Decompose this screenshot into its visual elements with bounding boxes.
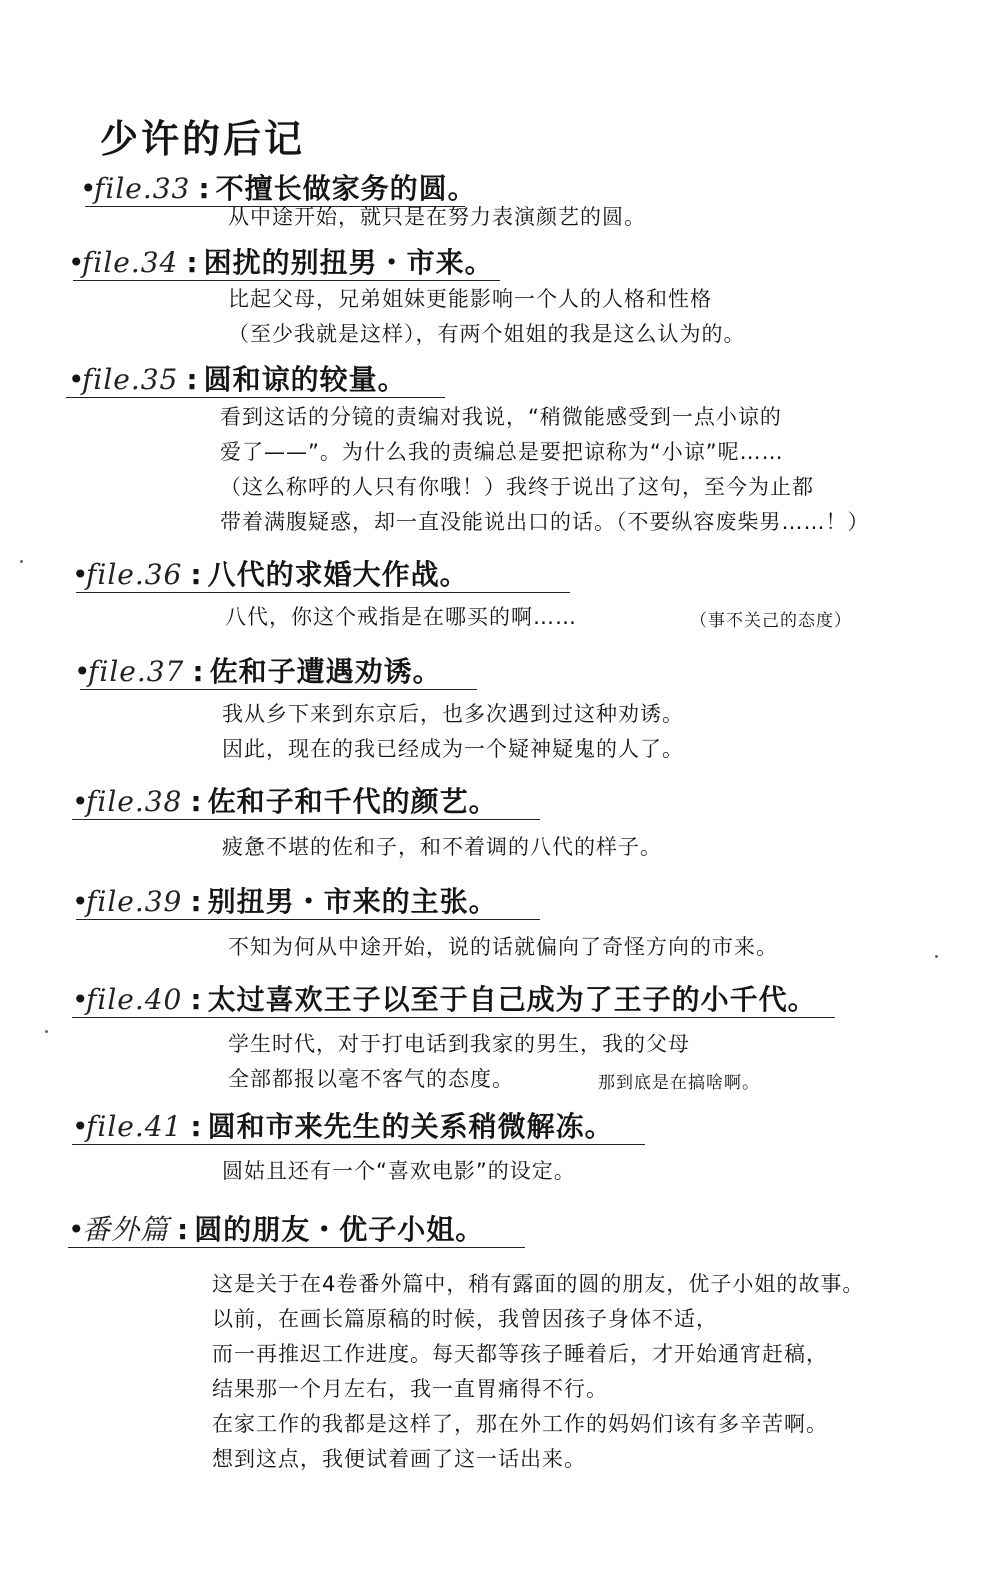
bullet-dot: • <box>72 1110 89 1143</box>
entry-title: 圆和市来先生的关系稍微解冻。 <box>207 1110 614 1143</box>
entry-label: file.35 <box>82 363 179 396</box>
entry-body-line: 爱了——”。为什么我的责编总是要把谅称为“小谅”呢…… <box>220 440 784 464</box>
entry-heading <box>80 172 477 206</box>
entry-underline <box>76 592 570 593</box>
bullet-dot: • <box>72 785 89 818</box>
colon-separator: : <box>198 172 210 205</box>
entry-underline <box>72 819 540 820</box>
entry-title: 困扰的别扭男・市来。 <box>203 246 494 279</box>
entry-label: file.40 <box>86 983 183 1016</box>
entry-label: file.41 <box>86 1110 183 1143</box>
entry-body-line: 从中途开始，就只是在努力表演颜艺的圆。 <box>228 205 646 229</box>
entry-title: 佐和子和千代的颜艺。 <box>207 785 498 818</box>
entry-heading <box>74 655 442 689</box>
entry-underline <box>72 1144 645 1145</box>
colon-separator: : <box>192 655 204 688</box>
entry-title: 圆和谅的较量。 <box>203 363 407 396</box>
entry-body-line: 以前，在画长篇原稿的时候，我曾因孩子身体不适， <box>212 1307 718 1331</box>
entry-body-line: 而一再推迟工作进度。每天都等孩子睡着后，才开始通宵赶稿， <box>212 1342 828 1366</box>
entry-body-line: 结果那一个月左右，我一直胃痛得不行。 <box>212 1377 608 1401</box>
entry-body-line: 不知为何从中途开始，说的话就偏向了奇怪方向的市来。 <box>228 935 778 959</box>
entry-body-line: 我从乡下来到东京后，也多次遇到过这种劝诱。 <box>222 702 684 726</box>
entry-heading <box>72 885 498 919</box>
colon-separator: : <box>190 558 202 591</box>
entry-title: 太过喜欢王子以至于自己成为了王子的小千代。 <box>207 983 817 1016</box>
colon-separator: : <box>190 983 202 1016</box>
entry-title: 圆的朋友・优子小姐。 <box>194 1213 485 1246</box>
entry-body-line: 疲惫不堪的佐和子，和不着调的八代的样子。 <box>222 835 662 859</box>
colon-separator: : <box>186 363 198 396</box>
paper-speck <box>20 560 23 563</box>
bullet-dot: • <box>72 558 89 591</box>
entry-heading <box>68 1213 484 1247</box>
entry-label: file.36 <box>86 558 183 591</box>
bullet-dot: • <box>72 983 89 1016</box>
entry-heading <box>68 246 494 280</box>
colon-separator: : <box>190 785 202 818</box>
entry-underline <box>66 397 445 398</box>
entry-body-line: （这么称呼的人只有你哦！）我终于说出了这句，至今为止都 <box>220 475 814 499</box>
entry-title: 别扭男・市来的主张。 <box>207 885 498 918</box>
entry-title: 佐和子遭遇劝诱。 <box>209 655 442 688</box>
bullet-dot: • <box>80 172 97 205</box>
entry-body-line: 圆姑且还有一个“喜欢电影”的设定。 <box>222 1159 576 1183</box>
colon-separator: : <box>186 246 198 279</box>
entry-underline <box>80 689 477 690</box>
bullet-dot: • <box>68 246 85 279</box>
entry-side-note: 那到底是在搞啥啊。 <box>598 1073 760 1093</box>
entry-label: file.39 <box>86 885 183 918</box>
entry-label: 番外篇 <box>82 1213 170 1246</box>
entry-heading <box>72 558 469 592</box>
entry-body-line: 学生时代，对于打电话到我家的男生，我的父母 <box>228 1032 690 1056</box>
colon-separator: : <box>190 885 202 918</box>
entry-body-line: 看到这话的分镜的责编对我说，“稍微能感受到一点小谅的 <box>220 405 782 429</box>
entry-title: 八代的求婚大作战。 <box>207 558 469 591</box>
entry-body-line: 全部都报以毫不客气的态度。 <box>228 1067 514 1091</box>
entry-body-line: 带着满腹疑惑，却一直没能说出口的话。（不要纵容废柴男……！） <box>220 510 870 534</box>
entry-body-line: 八代，你这个戒指是在哪买的啊…… <box>225 605 577 629</box>
colon-separator: : <box>190 1110 202 1143</box>
entry-heading <box>72 785 498 819</box>
entry-body-line: 这是关于在4卷番外篇中，稍有露面的圆的朋友，优子小姐的故事。 <box>212 1272 865 1296</box>
entry-label: file.34 <box>82 246 179 279</box>
entry-underline <box>72 1017 835 1018</box>
bullet-dot: • <box>68 363 85 396</box>
entry-underline <box>73 280 500 281</box>
entry-title: 不擅长做家务的圆。 <box>215 172 477 205</box>
paper-speck <box>45 1030 48 1033</box>
entry-heading <box>72 983 817 1017</box>
paper-speck <box>935 955 938 958</box>
entry-heading <box>68 363 407 397</box>
bullet-dot: • <box>74 655 91 688</box>
entry-underline <box>76 919 540 920</box>
entry-underline <box>68 1247 525 1248</box>
entry-label: file.37 <box>88 655 185 688</box>
entry-body-line: （至少我就是这样），有两个姐姐的我是这么认为的。 <box>228 322 746 346</box>
entry-side-note: （事不关己的态度） <box>690 611 852 631</box>
bullet-dot: • <box>68 1213 85 1246</box>
entry-body-line: 因此，现在的我已经成为一个疑神疑鬼的人了。 <box>222 737 684 761</box>
colon-separator: : <box>177 1213 189 1246</box>
page-title: 少许的后记 <box>100 116 306 161</box>
bullet-dot: • <box>72 885 89 918</box>
entry-label: file.38 <box>86 785 183 818</box>
entry-body-line: 想到这点，我便试着画了这一话出来。 <box>212 1447 586 1471</box>
entry-body-line: 比起父母，兄弟姐妹更能影响一个人的人格和性格 <box>228 287 712 311</box>
entry-body-line: 在家工作的我都是这样了，那在外工作的妈妈们该有多辛苦啊。 <box>212 1412 828 1436</box>
entry-label: file.33 <box>94 172 191 205</box>
entry-heading <box>72 1110 614 1144</box>
